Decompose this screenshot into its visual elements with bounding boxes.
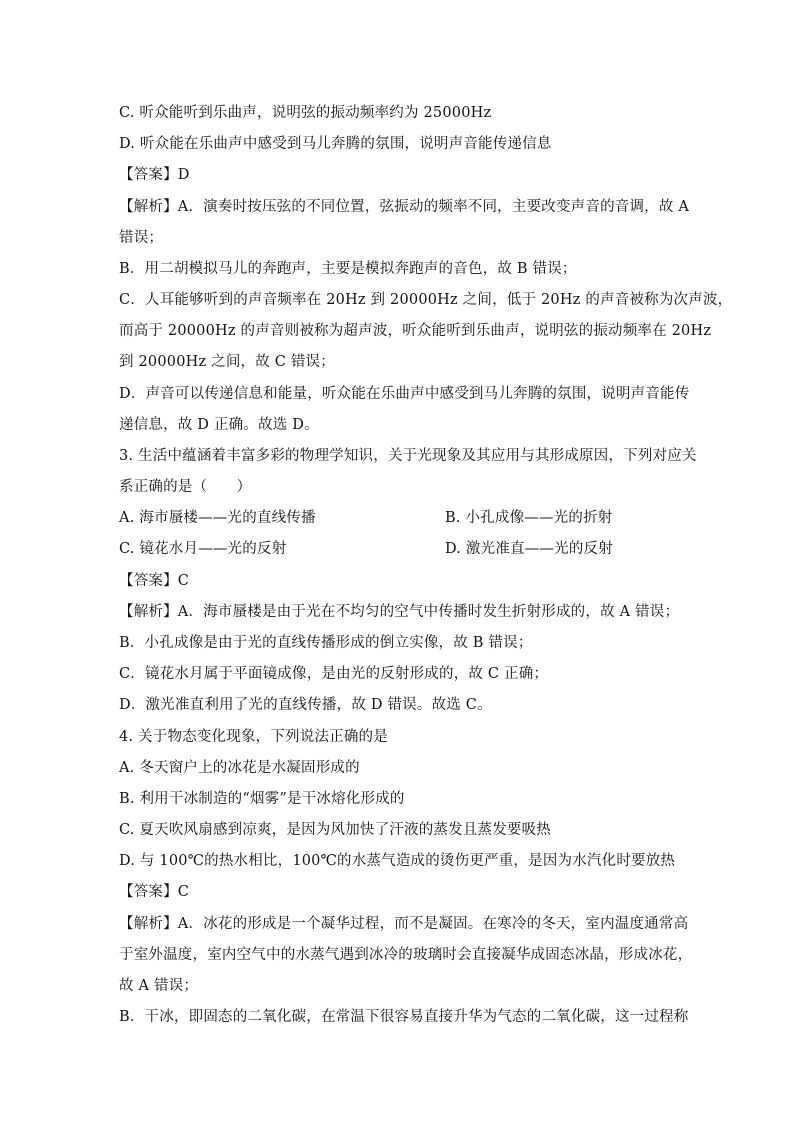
q3-option-c: C. 镜花水月——光的反射 [119,541,287,557]
q2-analysis-line: 到 20000Hz 之间，故 C 错误； [119,354,335,370]
q4-analysis-line: 故 A 错误； [119,978,199,994]
q4-analysis-line: 于室外温度，室内空气中的水蒸气遇到冰冷的玻璃时会直接凝华成固态冰晶，形成冰花， [119,947,693,963]
q4-option-d: D. 与 100℃的热水相比，100℃的水蒸气造成的烫伤更严重，是因为水汽化时要放热 [119,853,676,869]
q3-analysis-line: D．激光准直利用了光的直线传播，故 D 错误。故选 C。 [119,697,492,713]
q4-option-c: C. 夏天吹风扇感到凉爽，是因为风加快了汗液的蒸发且蒸发要吸热 [119,822,551,838]
q4-analysis-line: B．干冰，即固态的二氧化碳，在常温下很容易直接升华为气态的二氧化碳，这一过程称 [119,1009,689,1025]
q3-option-b: B. 小孔成像——光的折射 [445,510,613,526]
q3-analysis-line: C．镜花水月属于平面镜成像，是由光的反射形成的，故 C 正确； [119,666,549,682]
q2-analysis-line: 而高于 20000Hz 的声音则被称为超声波，听众能听到乐曲声，说明弦的振动频率在 20Hz [119,323,712,339]
q4-analysis-line: 【解析】A．冰花的形成是一个凝华过程，而不是凝固。在寒冷的冬天，室内温度通常高 [119,916,689,932]
q2-analysis-line: B．用二胡模拟马儿的奔跑声，主要是模拟奔跑声的音色，故 B 错误； [119,261,577,277]
q2-analysis-line: 错误； [119,230,164,246]
q3-analysis-line: B．小孔成像是由于光的直线传播形成的倒立实像，故 B 错误； [119,635,533,651]
q2-option-c: C. 听众能听到乐曲声，说明弦的振动频率约为 25000Hz [119,105,492,121]
q3-option-a: A. 海市蜃楼——光的直线传播 [119,510,316,526]
q2-analysis-line: D．声音可以传递信息和能量，听众能在乐曲声中感受到马儿奔腾的氛围，说明声音能传 [119,386,690,402]
q2-analysis-line: 递信息，故 D 正确。故选 D。 [119,417,319,433]
q3-option-d: D. 激光准直——光的反射 [445,541,613,557]
q4-answer: 【答案】C [119,884,190,900]
q3-stem-line: 3. 生活中蕴涵着丰富多彩的物理学知识，关于光现象及其应用与其形成原因，下列对应关 [119,448,697,464]
q2-analysis-line: C．人耳能够听到的声音频率在 20Hz 到 20000Hz 之间，低于 20Hz 的声音被称为次声波， [119,292,733,308]
q3-answer: 【答案】C [119,573,190,589]
q2-option-d: D. 听众能在乐曲声中感受到马儿奔腾的氛围，说明声音能传递信息 [119,136,552,152]
q4-option-b: B. 利用干冰制造的“烟雾”是干冰熔化形成的 [119,791,405,807]
q3-analysis-line: 【解析】A．海市蜃楼是由于光在不均匀的空气中传播时发生折射形成的，故 A 错误； [119,604,680,620]
q3-stem-line: 系正确的是（ ） [119,479,252,495]
q2-answer: 【答案】D [119,167,190,183]
q4-option-a: A. 冬天窗户上的冰花是水凝固形成的 [119,760,360,776]
q4-stem: 4. 关于物态变化现象，下列说法正确的是 [119,729,388,745]
q2-analysis-line: 【解析】A．演奏时按压弦的不同位置，弦振动的频率不同，主要改变声音的音调，故 A [119,199,690,215]
